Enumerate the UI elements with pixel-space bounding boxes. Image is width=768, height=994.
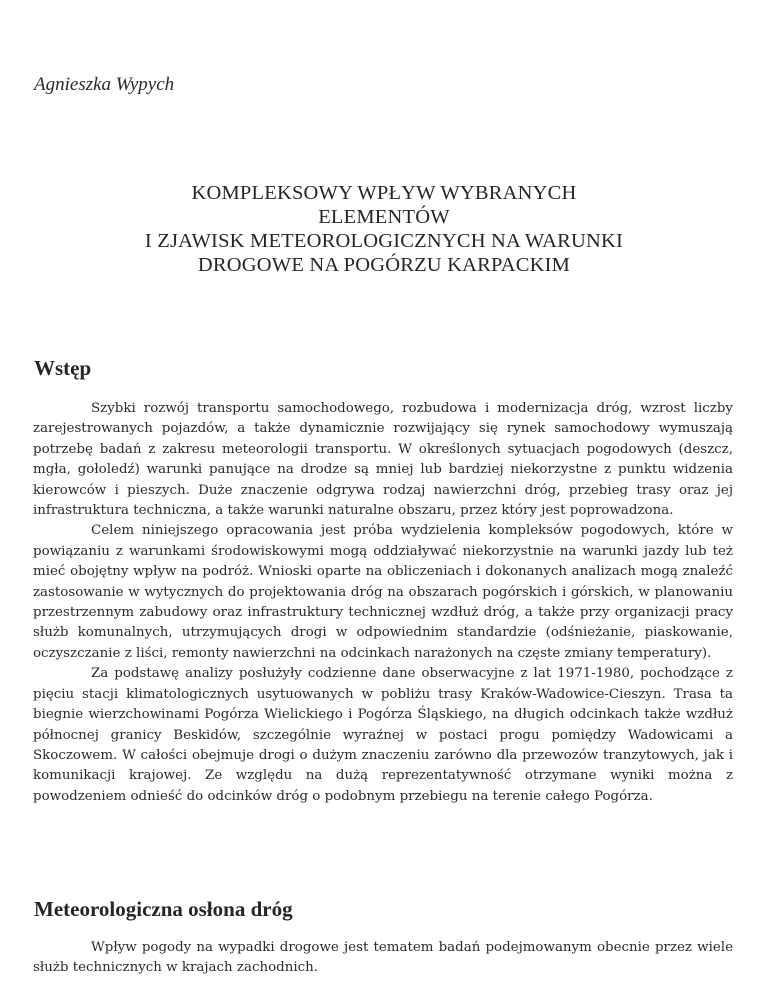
title-line: I ZJAWISK METEOROLOGICZNYCH NA WARUNKI (144, 230, 624, 252)
section-body-road-protection (33, 938, 733, 979)
paragraph: Za podstawę analizy posłużyły codzienne dane obserwacyjne z lat 1971-1980, pochodzące z pięciu stacji klimatologicznych usytuowanych w pobliżu trasy Kraków-Wadowice-Cieszyn. Trasa ta biegnie wierzchowinami Pogórza Wielickiego i Pogórza Śląskiego, na długich odcinkach także wzdłuż północnej granicy Beskidów, szczególnie wyraźnej w postaci progu pomiędzy Wadowicami a Skoczowem. W całości obejmuje drogi o dużym znaczeniu zarówno dla przewozów tranzytowych, jak i komunikacji krajowej. Ze względu na dużą reprezentatywność otrzymane wyniki można z powodzeniem odnieść do odcinków dróg o podobnym przebiegu na terenie całego Pogórza. (33, 666, 733, 804)
author-name: Agnieszka Wypych (34, 74, 175, 95)
title-line: KOMPLEKSOWY WPŁYW WYBRANYCH (191, 182, 577, 204)
section-body-intro (33, 399, 733, 807)
paragraph: Wpływ pogody na wypadki drogowe jest tematem badań podejmowanym obecnie przez wiele służb technicznych w krajach zachodnich. (33, 940, 733, 976)
article-title (40, 181, 728, 277)
paragraph: Szybki rozwój transportu samochodowego, rozbudowa i modernizacja dróg, wzrost liczby zarejestrowanych pojazdów, a także dynamicznie rozwijający się rynek samochodowy wymuszają potrzebę badań z zakresu meteorologii transportu. W określonych sytuacjach pogodowych (deszcz, mgła, gołoledź) warunki panujące na drodze są mniej lub bardziej niekorzystne z punktu widzenia kierowców i pieszych. Duże znaczenie odgrywa rodzaj nawierzchni dróg, przebieg trasy oraz jej infrastruktura techniczna, a także warunki naturalne obszaru, przez który jest poprowadzona. (33, 401, 733, 519)
title-line: DROGOWE NA POGÓRZU KARPACKIM (197, 254, 571, 276)
section-heading-intro: Wstęp (34, 356, 92, 380)
title-line: ELEMENTÓW (318, 206, 450, 228)
paragraph: Celem niniejszego opracowania jest próba wydzielenia kompleksów pogodowych, które w powiązaniu z warunkami środowiskowymi mogą oddziaływać niekorzystnie na warunki jazdy lub też mieć obojętny wpływ na podróż. Wnioski oparte na obliczeniach i dokonanych analizach mogą znaleźć zastosowanie w wytycznych do projektowania dróg na obszarach pogórskich i górskich, w planowaniu przestrzennym zabudowy oraz infrastruktury technicznej wzdłuż dróg, a także przy organizacji pracy służb komunalnych, utrzymujących drogi w odpowiednim standardzie (odśnieżanie, piaskowanie, oczyszczanie z liści, remonty nawierzchni na odcinkach narażonych na częste zmiany temperatury). (33, 523, 733, 661)
section-heading-road-protection: Meteorologiczna osłona dróg (34, 897, 293, 921)
